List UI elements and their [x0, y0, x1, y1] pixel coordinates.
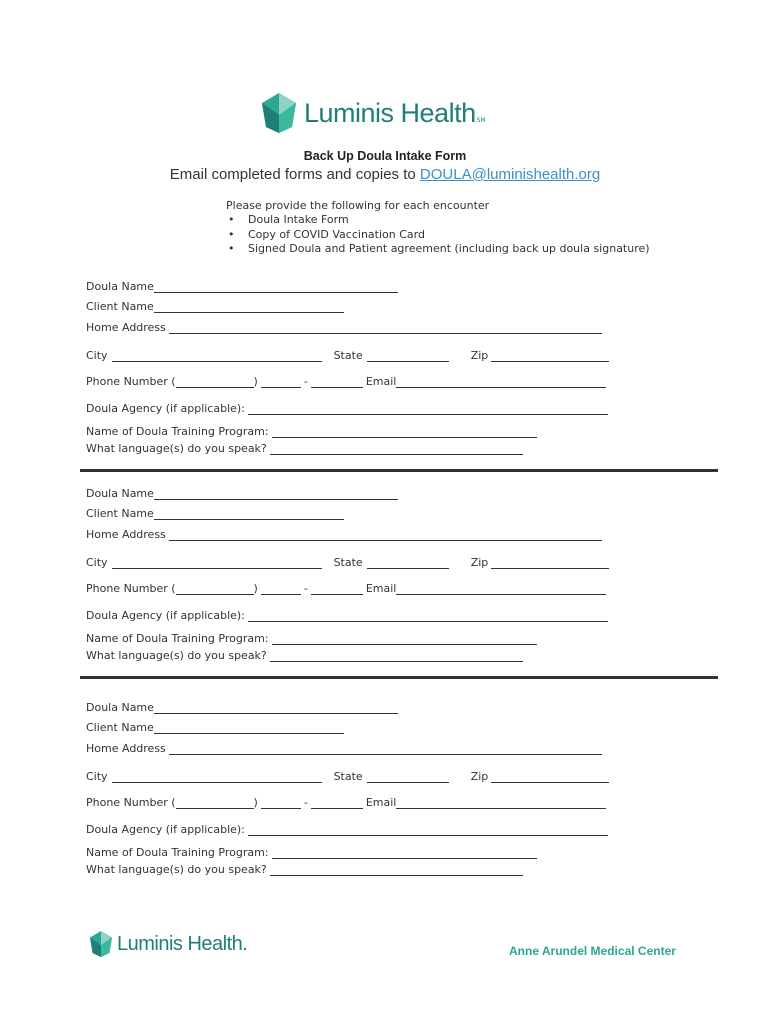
state-field[interactable] [367, 558, 449, 569]
form-row [86, 442, 523, 455]
home-address-field[interactable] [169, 744, 602, 755]
email-field[interactable] [396, 584, 606, 595]
form-row [86, 349, 609, 362]
client-name-label: Client Name [86, 721, 154, 734]
home-address-label: Home Address [86, 321, 166, 334]
zip-label: Zip [470, 556, 489, 569]
client-name-field[interactable] [154, 723, 344, 734]
doula-agency-label: Doula Agency (if applicable): [86, 609, 245, 622]
home-address-label: Home Address [86, 528, 166, 541]
doula-name-label: Doula Name [86, 701, 154, 714]
form-row [86, 528, 602, 541]
form-row [86, 425, 537, 438]
form-row [86, 321, 602, 334]
city-label: City [86, 556, 108, 569]
phone-prefix-field[interactable] [261, 584, 301, 595]
footer-logo-text: Luminis Health. [117, 932, 248, 955]
languages-field[interactable] [270, 651, 523, 662]
luminis-leaf-icon [90, 931, 112, 957]
email-label: Email [365, 582, 397, 595]
client-name-label: Client Name [86, 507, 154, 520]
instructions-intro: Please provide the following for each encounter [226, 199, 490, 212]
home-address-label: Home Address [86, 742, 166, 755]
training-program-field[interactable] [272, 427, 537, 438]
phone-close: ) [253, 375, 258, 388]
bullet-icon: • [228, 242, 235, 255]
doula-name-label: Doula Name [86, 280, 154, 293]
client-name-label: Client Name [86, 300, 154, 313]
list-item: • Copy of COVID Vaccination Card [228, 227, 425, 241]
phone-label: Phone Number ( [86, 582, 176, 595]
city-label: City [86, 349, 108, 362]
city-label: City [86, 770, 108, 783]
form-title: Back Up Doula Intake Form [303, 149, 467, 163]
zip-field[interactable] [491, 351, 609, 362]
doula-name-label: Doula Name [86, 487, 154, 500]
logo-text: Luminis Health [304, 97, 476, 128]
email-label: Email [365, 796, 397, 809]
phone-area-field[interactable] [176, 377, 254, 388]
home-address-field[interactable] [169, 530, 602, 541]
form-row [86, 796, 606, 809]
form-subtitle [0, 166, 770, 183]
phone-area-field[interactable] [176, 584, 254, 595]
section-divider [80, 676, 718, 679]
zip-label: Zip [470, 349, 489, 362]
form-row [86, 649, 523, 662]
phone-close: ) [253, 582, 258, 595]
phone-area-field[interactable] [176, 798, 254, 809]
bullet-icon: • [228, 213, 235, 226]
list-item: • Doula Intake Form [228, 213, 349, 226]
form-row [86, 507, 344, 520]
doula-agency-field[interactable] [248, 404, 608, 415]
state-field[interactable] [367, 772, 449, 783]
phone-label: Phone Number ( [86, 796, 176, 809]
form-row [86, 402, 608, 415]
doula-agency-label: Doula Agency (if applicable): [86, 402, 245, 415]
doula-name-field[interactable] [154, 489, 398, 500]
form-row [86, 300, 344, 313]
zip-field[interactable] [491, 772, 609, 783]
phone-prefix-field[interactable] [261, 377, 301, 388]
phone-label: Phone Number ( [86, 375, 176, 388]
state-label: State [333, 349, 363, 362]
training-program-field[interactable] [272, 634, 537, 645]
phone-dash: - [303, 796, 308, 809]
client-name-field[interactable] [154, 509, 344, 520]
zip-field[interactable] [491, 558, 609, 569]
list-item: • Signed Doula and Patient agreement (including back up doula signature) [228, 242, 650, 255]
doula-agency-label: Doula Agency (if applicable): [86, 823, 245, 836]
form-row [86, 701, 398, 714]
phone-dash: - [303, 582, 308, 595]
form-row [86, 280, 398, 293]
phone-line-field[interactable] [311, 584, 363, 595]
training-program-label: Name of Doula Training Program: [86, 425, 269, 438]
footer-logo [90, 930, 247, 958]
doula-agency-field[interactable] [248, 825, 608, 836]
doula-email-link[interactable]: DOULA@luminishealth.org [419, 166, 601, 183]
city-field[interactable] [112, 772, 322, 783]
bullet-icon: • [228, 227, 235, 241]
state-field[interactable] [367, 351, 449, 362]
home-address-field[interactable] [169, 323, 602, 334]
email-field[interactable] [396, 377, 606, 388]
service-mark: SM [476, 117, 486, 124]
state-label: State [333, 556, 363, 569]
subtitle-text: Email completed forms and copies to [169, 166, 420, 183]
form-row [86, 609, 608, 622]
training-program-label: Name of Doula Training Program: [86, 632, 269, 645]
languages-label: What language(s) do you speak? [86, 863, 267, 876]
training-program-field[interactable] [272, 848, 537, 859]
form-row [86, 863, 523, 876]
city-field[interactable] [112, 351, 322, 362]
email-label: Email [365, 375, 397, 388]
state-label: State [333, 770, 363, 783]
languages-label: What language(s) do you speak? [86, 649, 267, 662]
form-row [86, 556, 609, 569]
client-name-field[interactable] [154, 302, 344, 313]
phone-line-field[interactable] [311, 377, 363, 388]
form-row [86, 375, 606, 388]
form-row [86, 846, 537, 859]
medical-center-name: Anne Arundel Medical Center [509, 944, 676, 958]
form-row [86, 823, 608, 836]
languages-field[interactable] [270, 444, 523, 455]
form-row [86, 487, 398, 500]
languages-label: What language(s) do you speak? [86, 442, 267, 455]
form-row [86, 582, 606, 595]
doula-name-field[interactable] [154, 703, 398, 714]
form-row [86, 721, 344, 734]
doula-name-field[interactable] [154, 282, 398, 293]
languages-field[interactable] [270, 865, 523, 876]
form-row [86, 742, 602, 755]
training-program-label: Name of Doula Training Program: [86, 846, 269, 859]
form-row [86, 770, 609, 783]
email-field[interactable] [396, 798, 606, 809]
phone-prefix-field[interactable] [261, 798, 301, 809]
instructions-list [228, 213, 650, 257]
city-field[interactable] [112, 558, 322, 569]
zip-label: Zip [470, 770, 489, 783]
luminis-health-logo [262, 92, 486, 134]
phone-close: ) [253, 796, 258, 809]
section-divider [80, 469, 718, 472]
phone-line-field[interactable] [311, 798, 363, 809]
luminis-leaf-icon [262, 93, 296, 133]
doula-agency-field[interactable] [248, 611, 608, 622]
form-row [86, 632, 537, 645]
phone-dash: - [303, 375, 308, 388]
